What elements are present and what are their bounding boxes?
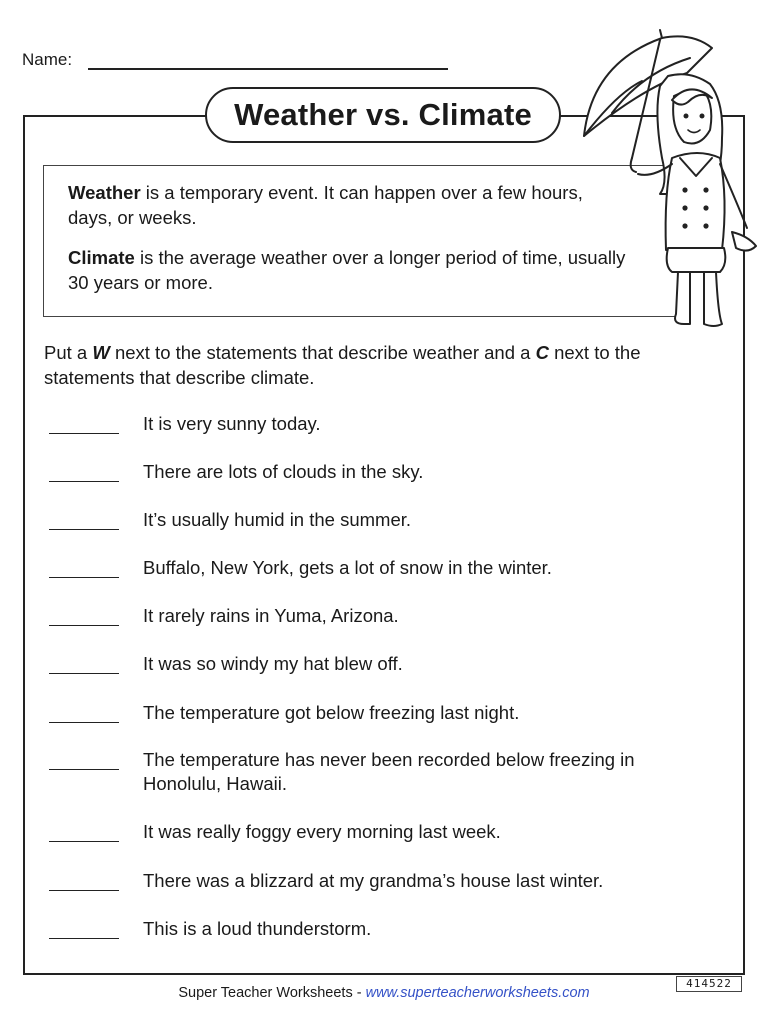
statement-text: It’s usually humid in the summer. <box>143 509 412 530</box>
statement-item <box>49 748 739 800</box>
answer-blank[interactable] <box>49 433 119 434</box>
answer-blank[interactable] <box>49 938 119 939</box>
answer-blank[interactable] <box>49 481 119 482</box>
statement-text: This is a loud thunderstorm. <box>143 918 372 939</box>
answer-blank[interactable] <box>49 577 119 578</box>
statement-text: It was really foggy every morning last week. <box>143 821 501 842</box>
instructions-text-1: Put a <box>44 342 93 363</box>
statement-item <box>49 412 739 462</box>
statement-item <box>49 508 739 558</box>
statement-text: There was a blizzard at my grandma’s house last winter. <box>143 870 604 891</box>
worksheet-code: 414522 <box>676 976 742 992</box>
footer-site-name: Super Teacher Worksheets - <box>178 985 366 1001</box>
answer-blank[interactable] <box>49 890 119 891</box>
statement-item <box>49 604 739 654</box>
statement-item <box>49 460 739 510</box>
answer-blank[interactable] <box>49 529 119 530</box>
letter-c: C <box>535 342 549 363</box>
term-weather: Weather <box>68 182 141 203</box>
instructions-text-3: next to the statements that describe climate. <box>44 342 641 388</box>
answer-blank[interactable] <box>49 625 119 626</box>
statement-item <box>49 652 739 702</box>
statement-text: It rarely rains in Yuma, Arizona. <box>143 605 399 626</box>
statement-item <box>49 820 739 870</box>
statement-item <box>49 556 739 606</box>
statement-item <box>49 869 739 919</box>
answer-blank[interactable] <box>49 769 119 770</box>
definition-weather-text: is a temporary event. It can happen over a few hours, days, or weeks. <box>68 182 583 228</box>
name-label: Name: <box>22 50 73 69</box>
statement-item <box>49 701 739 751</box>
worksheet-title: Weather vs. Climate <box>205 87 561 143</box>
footer <box>0 985 768 1001</box>
instructions <box>44 340 664 390</box>
statement-text: The temperature has never been recorded below freezing in Honolulu, Hawaii. <box>143 749 635 794</box>
statement-text: There are lots of clouds in the sky. <box>143 461 424 482</box>
statement-text: The temperature got below freezing last night. <box>143 702 520 723</box>
definition-weather <box>68 180 628 230</box>
definition-climate-text: is the average weather over a longer period of time, usually 30 years or more. <box>68 247 626 293</box>
statement-text: It is very sunny today. <box>143 413 321 434</box>
definition-climate <box>68 245 628 295</box>
answer-blank[interactable] <box>49 673 119 674</box>
footer-url-link[interactable]: www.superteacherworksheets.com <box>365 985 590 1001</box>
statement-item <box>49 917 739 967</box>
letter-w: W <box>92 342 110 363</box>
statement-text: It was so windy my hat blew off. <box>143 653 403 674</box>
instructions-text-2: next to the statements that describe weather and a <box>109 342 536 363</box>
statement-text: Buffalo, New York, gets a lot of snow in the winter. <box>143 557 552 578</box>
name-blank-line[interactable] <box>88 68 448 70</box>
answer-blank[interactable] <box>49 841 119 842</box>
term-climate: Climate <box>68 247 135 268</box>
girl-with-umbrella-illustration <box>572 18 762 336</box>
answer-blank[interactable] <box>49 722 119 723</box>
